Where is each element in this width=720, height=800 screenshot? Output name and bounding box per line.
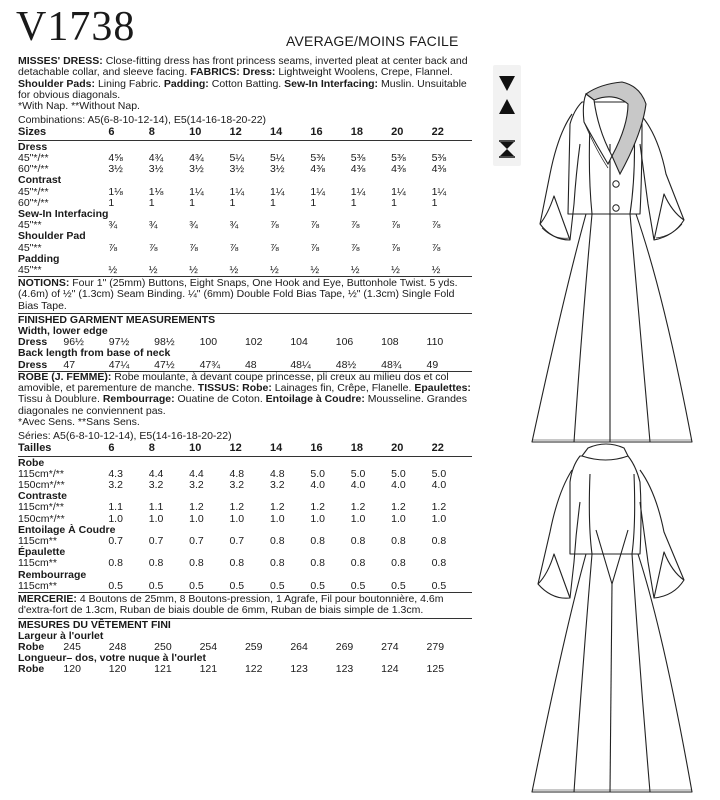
width-label: 45"** — [18, 263, 42, 276]
width-label: 45"*/** — [18, 151, 49, 164]
size-header: 12 — [230, 127, 270, 140]
yardage-cell: 4.8 — [269, 467, 285, 480]
yardage-cell: ¾ — [229, 219, 239, 232]
sewin-fabric-label: Sew-In Interfacing: — [284, 77, 379, 90]
yardage-table-fr — [18, 443, 472, 592]
fabric-group-title: Rembourrage — [18, 568, 87, 581]
yardage-row — [18, 536, 472, 547]
garment-label: Dress — [18, 358, 48, 371]
yardage-cell: ½ — [229, 263, 239, 276]
measure-cell: 121 — [154, 663, 172, 676]
width-label: 115cm** — [18, 557, 57, 570]
triangle-down-icon — [497, 73, 517, 93]
yardage-cell: 5.0 — [391, 467, 406, 480]
measure-cell: 49 — [426, 358, 439, 371]
measure-cell: 279 — [426, 640, 445, 653]
width-label: 45"** — [18, 219, 42, 232]
yardage-cell: 0.8 — [310, 557, 325, 570]
yardage-cell: 1.0 — [189, 512, 204, 525]
series-fr: Séries: A5(6-8-10-12-14), E5(14-16-18-20-22) — [18, 430, 232, 443]
measure-cell: 123 — [335, 663, 354, 676]
yardage-cell: 3.2 — [229, 478, 245, 491]
yardage-cell: ⅞ — [350, 219, 360, 232]
triangle-up-icon — [497, 97, 517, 117]
yardage-cell: 1.0 — [391, 512, 406, 525]
length-row — [18, 664, 472, 675]
finished-measurements-fr — [18, 631, 472, 676]
yardage-cell: 0.8 — [431, 534, 447, 547]
fabric-group-title: Contrast — [18, 174, 62, 187]
yardage-cell: 0.8 — [148, 557, 164, 570]
yardage-cell: 1.2 — [310, 501, 325, 514]
entoil-fabric-label: Entoilage à Coudre: — [265, 393, 365, 406]
shoulder-fabric: Lining Fabric. — [97, 77, 161, 90]
yardage-cell: 0.8 — [310, 534, 325, 547]
measure-cell: 97½ — [108, 336, 130, 349]
nap-note-en: *With Nap. **Without Nap. — [18, 100, 140, 113]
measure-cell: 48¾ — [381, 358, 402, 371]
yardage-cell: ½ — [350, 263, 360, 276]
yardage-cell: ⅞ — [431, 219, 441, 232]
yardage-cell: 1 — [108, 196, 115, 209]
yardage-row — [18, 558, 472, 569]
garment-label: Robe — [18, 640, 45, 653]
sewin-fabric: Muslin. Unsuitable for obvious diagonals. — [18, 77, 467, 101]
measure-cell: 121 — [199, 663, 218, 676]
notions-text: Four 1" (25mm) Buttons, Eight Snaps, One Hook and Eye, Buttonhole Twist. 5 yds. (4.6m) of ½" (1.3cm) Seam Binding. ¼" (6mm) Double Fold Bias Tape, ½" (1.3cm) Single Fold Bias Tape. — [18, 277, 458, 312]
yardage-cell: 0.8 — [189, 557, 204, 570]
yardage-cell: ⅞ — [269, 219, 279, 232]
yardage-cell: 0.5 — [189, 579, 204, 592]
fabric-group-title: Entoilage À Coudre — [18, 523, 116, 536]
dress-front-illustration — [524, 64, 700, 446]
yardage-cell: 1 — [391, 196, 398, 209]
length-row — [18, 360, 472, 371]
yardage-cell: 1.0 — [431, 512, 447, 525]
width-label: 45"** — [18, 241, 42, 254]
yardage-cell: 4.0 — [431, 478, 447, 491]
yardage-cell: ⅞ — [189, 241, 198, 254]
fabric-group-title: Dress — [18, 140, 48, 153]
desc-title-fr: ROBE (J. FEMME): — [18, 370, 112, 383]
dress-fabric: Lightweight Woolens, Crepe, Flannel. — [278, 66, 453, 79]
fabric-group-title: Shoulder Pad — [18, 230, 86, 243]
yardage-row — [18, 581, 472, 592]
size-header: 16 — [310, 443, 350, 456]
measure-cell: 110 — [426, 336, 444, 349]
size-header: 6 — [108, 127, 148, 140]
width-label: 60"*/** — [18, 196, 49, 209]
yardage-cell: 1.2 — [229, 501, 245, 514]
yardage-cell: 0.5 — [229, 579, 245, 592]
yardage-cell: 5⅜ — [350, 151, 366, 164]
yardage-cell: 4.0 — [350, 478, 366, 491]
yardage-cell: 1.1 — [108, 501, 123, 514]
yardage-cell: 1.0 — [269, 512, 285, 525]
epaul-fabric: Tissu à Doublure. — [18, 393, 100, 406]
measure-cell: 47 — [63, 358, 76, 371]
rembour-fabric-label: Rembourrage: — [102, 393, 175, 406]
yardage-cell: 5.0 — [350, 467, 366, 480]
measure-cell: 100 — [199, 336, 218, 349]
yardage-cell: 4.0 — [310, 478, 325, 491]
yardage-cell: 1⅛ — [108, 185, 123, 198]
yardage-cell: 1.0 — [350, 512, 366, 525]
yardage-cell: 1 — [310, 196, 317, 209]
size-header: 10 — [189, 443, 229, 456]
measure-cell: 248 — [108, 640, 127, 653]
desc-text-en: Close-fitting dress has front princess seams, inverted pleat at center back and detachable collar, and sleeve facing. — [18, 55, 468, 79]
yardage-cell: 0.5 — [148, 579, 164, 592]
yardage-cell: 3½ — [108, 163, 123, 176]
yardage-cell: 0.7 — [108, 534, 123, 547]
yardage-cell: 4⅝ — [108, 151, 123, 164]
yardage-cell: 0.8 — [431, 557, 447, 570]
yardage-cell: ⅞ — [350, 241, 360, 254]
fgm-title-en: FINISHED GARMENT MEASUREMENTS — [18, 314, 216, 327]
rembour-fabric: Ouatine de Coton. — [177, 393, 263, 406]
yardage-cell: 4⅜ — [310, 163, 325, 176]
width-label: 45"*/** — [18, 185, 49, 198]
yardage-cell: ½ — [148, 263, 158, 276]
yardage-cell: 1 — [269, 196, 276, 209]
measure-cell: 124 — [381, 663, 399, 676]
size-header: 18 — [351, 443, 391, 456]
measure-cell: 274 — [381, 640, 399, 653]
entoil-fabric: Mousseline. Grandes diagonales ne conviennent pas. — [18, 393, 467, 417]
measure-cell: 98½ — [154, 336, 175, 349]
yardage-cell: 0.5 — [269, 579, 285, 592]
measure-cell: 245 — [63, 640, 81, 653]
yardage-cell: 1.0 — [108, 512, 123, 525]
description-en — [18, 56, 472, 112]
yardage-cell: 0.7 — [229, 534, 245, 547]
yardage-cell: 4⅜ — [350, 163, 366, 176]
yardage-cell: 5.0 — [431, 467, 447, 480]
measure-cell: 254 — [199, 640, 218, 653]
yardage-cell: 5⅜ — [391, 151, 406, 164]
yardage-cell: 1 — [189, 196, 195, 209]
yardage-cell: 1.0 — [148, 512, 164, 525]
combinations-en: Combinations: A5(6-8-10-12-14), E5(14-16-18-20-22) — [18, 114, 267, 127]
yardage-cell: ¾ — [148, 219, 158, 232]
yardage-cell: 0.7 — [148, 534, 164, 547]
yardage-cell: ⅞ — [269, 241, 279, 254]
yardage-cell: 1¼ — [431, 185, 447, 198]
yardage-cell: 3.2 — [148, 478, 164, 491]
yardage-row — [18, 187, 472, 198]
sizes-header: Sizes — [18, 127, 108, 140]
yardage-cell: 1¼ — [310, 185, 325, 198]
width-label: 115cm** — [18, 579, 57, 592]
yardage-cell: 1.1 — [148, 501, 164, 514]
dress-back-illustration — [524, 434, 700, 796]
yardage-cell: 1¼ — [189, 185, 204, 198]
size-header: 22 — [432, 443, 472, 456]
measure-cell: 106 — [335, 336, 354, 349]
yardage-cell: 3.2 — [189, 478, 204, 491]
yardage-cell: 0.5 — [350, 579, 366, 592]
yardage-cell: 0.8 — [350, 534, 366, 547]
tissus-label: TISSUS: — [197, 382, 240, 395]
size-header: 14 — [270, 443, 310, 456]
size-header: 10 — [189, 127, 229, 140]
length-measure-title: Longueur– dos, votre nuque à l'ourlet — [18, 651, 207, 664]
yardage-cell: 1¼ — [269, 185, 285, 198]
fabric-group-title: Épaulette — [18, 546, 66, 559]
measure-cell: 48½ — [335, 358, 357, 371]
yardage-cell: 1¼ — [391, 185, 406, 198]
measure-cell: 102 — [244, 336, 263, 349]
width-label: 150cm*/** — [18, 478, 65, 491]
measure-cell: 259 — [244, 640, 263, 653]
yardage-cell: 4¾ — [148, 151, 164, 164]
yardage-cell: 1 — [350, 196, 357, 209]
size-header: 14 — [270, 127, 310, 140]
yardage-cell: 1.0 — [229, 512, 245, 525]
description-fr — [18, 372, 472, 428]
width-measure-title: Largeur à l'ourlet — [18, 629, 104, 642]
yardage-cell: 1.2 — [350, 501, 366, 514]
yardage-row — [18, 220, 472, 231]
yardage-cell: 5¼ — [269, 151, 285, 164]
measure-cell: 104 — [290, 336, 308, 349]
measure-cell: 125 — [426, 663, 445, 676]
size-header: 20 — [391, 127, 431, 140]
yardage-cell: 4.8 — [229, 467, 245, 480]
yardage-cell: ⅞ — [391, 241, 400, 254]
yardage-cell: 4¾ — [189, 151, 204, 164]
yardage-cell: ⅞ — [108, 241, 118, 254]
measure-cell: 269 — [335, 640, 354, 653]
measure-cell: 120 — [63, 663, 81, 676]
pattern-info-column — [18, 56, 472, 675]
yardage-cell: ⅞ — [148, 241, 158, 254]
yardage-cell: 3½ — [189, 163, 204, 176]
yardage-cell: 1.0 — [310, 512, 325, 525]
size-header: 18 — [351, 127, 391, 140]
measure-cell: 120 — [108, 663, 127, 676]
yardage-cell: 3½ — [229, 163, 245, 176]
measure-cell: 122 — [244, 663, 263, 676]
yardage-cell: 0.5 — [108, 579, 123, 592]
pattern-number: V1738 — [16, 4, 136, 50]
measure-cell: 47¼ — [108, 358, 130, 371]
width-measure-title: Width, lower edge — [18, 325, 108, 338]
epaul-fabric-label: Epaulettes: — [414, 382, 471, 395]
yardage-cell: 3.2 — [108, 478, 123, 491]
fabric-group-title: Padding — [18, 252, 60, 265]
size-header: 12 — [230, 443, 270, 456]
yardage-cell: 0.5 — [391, 579, 406, 592]
pattern-symbols — [493, 65, 521, 166]
yardage-cell: 0.8 — [391, 534, 406, 547]
yardage-cell: ⅞ — [310, 219, 320, 232]
yardage-cell: 1⅛ — [148, 185, 164, 198]
yardage-cell: 4⅜ — [391, 163, 406, 176]
yardage-cell: 0.8 — [391, 557, 406, 570]
padding-fabric-label: Padding: — [163, 77, 209, 90]
size-header: 6 — [108, 443, 148, 456]
difficulty-label: AVERAGE/MOINS FACILE — [286, 33, 459, 49]
fabric-group-title: Robe — [18, 456, 45, 469]
yardage-cell: 1 — [431, 196, 438, 209]
yardage-cell: 0.8 — [350, 557, 366, 570]
measure-cell: 264 — [290, 640, 308, 653]
dress-fabric-label: Dress: — [242, 66, 276, 79]
length-measure-title: Back length from base of neck — [18, 347, 171, 360]
yardage-table-en — [18, 127, 472, 276]
yardage-row — [18, 265, 472, 276]
yardage-cell: 1 — [229, 196, 236, 209]
yardage-cell: 5¼ — [229, 151, 245, 164]
yardage-cell: 0.5 — [310, 579, 325, 592]
notions-en — [18, 276, 472, 314]
hourglass-icon — [497, 139, 517, 159]
yardage-cell: 1.2 — [391, 501, 406, 514]
measure-cell: 48¼ — [290, 358, 311, 371]
nap-note-fr: *Avec Sens. **Sans Sens. — [18, 416, 140, 429]
padding-fabric: Cotton Batting. — [211, 77, 282, 90]
yardage-cell: ½ — [391, 263, 400, 276]
width-label: 115cm*/** — [18, 467, 64, 480]
mercerie-label: MERCERIE: — [18, 592, 77, 605]
yardage-cell: ½ — [269, 263, 279, 276]
desc-text-fr: Robe moulante, à devant coupe princesse, pli creux au milieu dos et col amovible, et parementure de manche. — [18, 370, 449, 395]
width-label: 115cm*/** — [18, 501, 64, 514]
yardage-cell: ½ — [310, 263, 320, 276]
measure-cell: 96½ — [63, 336, 84, 349]
mercerie-text: 4 Boutons de 25mm, 8 Boutons-pression, 1 Agrafe, Fil pour boutonnière, 4.6m d'extra-fort de 1.3cm, Ruban de biais double de 6mm, Ruban de biais simple de 1.3cm. — [18, 592, 444, 617]
garment-label: Dress — [18, 336, 48, 349]
yardage-cell: 3.2 — [269, 478, 285, 491]
yardage-cell: 5⅜ — [310, 151, 325, 164]
yardage-cell: ¾ — [189, 219, 198, 232]
yardage-cell: ⅞ — [431, 241, 441, 254]
yardage-cell: 1¼ — [350, 185, 366, 198]
yardage-cell: 4.3 — [108, 467, 123, 480]
yardage-cell: 1¼ — [229, 185, 245, 198]
yardage-cell: ⅞ — [310, 241, 320, 254]
yardage-cell: 4⅜ — [431, 163, 447, 176]
measure-cell: 47½ — [154, 358, 175, 371]
yardage-row — [18, 164, 472, 175]
yardage-row — [18, 480, 472, 491]
yardage-cell: 5.0 — [310, 467, 325, 480]
yardage-cell: 4.4 — [148, 467, 164, 480]
yardage-cell: 3½ — [148, 163, 164, 176]
yardage-cell: 3½ — [269, 163, 285, 176]
yardage-cell: 4.4 — [189, 467, 204, 480]
measure-cell: 47¾ — [199, 358, 220, 371]
yardage-cell: ⅞ — [229, 241, 239, 254]
size-header: 16 — [310, 127, 350, 140]
sizes-header: Tailles — [18, 443, 108, 456]
mercerie-fr — [18, 592, 472, 619]
notions-label: NOTIONS: — [18, 277, 70, 290]
yardage-row — [18, 502, 472, 513]
yardage-cell: 5⅜ — [431, 151, 447, 164]
yardage-cell: 4.0 — [391, 478, 406, 491]
yardage-cell: ½ — [189, 263, 198, 276]
yardage-cell: ½ — [431, 263, 441, 276]
yardage-cell: 0.8 — [269, 534, 285, 547]
yardage-cell: 0.8 — [229, 557, 245, 570]
yardage-cell: 1.2 — [269, 501, 285, 514]
finished-measurements-en — [18, 326, 472, 371]
yardage-cell: 0.8 — [108, 557, 123, 570]
measure-cell: 123 — [290, 663, 308, 676]
yardage-row — [18, 243, 472, 254]
yardage-cell: 0.8 — [269, 557, 285, 570]
yardage-cell: 1.2 — [431, 501, 447, 514]
yardage-cell: 0.5 — [431, 579, 447, 592]
size-header: 8 — [149, 443, 189, 456]
robe-fabric: Lainages fin, Crêpe, Flanelle. — [274, 382, 412, 395]
width-label: 115cm** — [18, 534, 57, 547]
yardage-cell: ⅞ — [391, 219, 400, 232]
width-label: 60"*/** — [18, 163, 49, 176]
measure-cell: 250 — [154, 640, 172, 653]
size-header: 20 — [391, 443, 431, 456]
garment-label: Robe — [18, 663, 45, 676]
yardage-cell: ½ — [108, 263, 118, 276]
yardage-cell: ¾ — [108, 219, 118, 232]
width-label: 150cm*/** — [18, 512, 65, 525]
robe-fabric-label: Robe: — [242, 382, 272, 395]
fgm-title-fr: MESURES DU VÊTEMENT FINI — [18, 618, 171, 631]
yardage-cell: 1.2 — [189, 501, 204, 514]
yardage-cell: 1 — [148, 196, 155, 209]
desc-title-en: MISSES' DRESS: — [18, 55, 103, 67]
shoulder-fabric-label: Shoulder Pads: — [18, 77, 96, 90]
size-header: 8 — [149, 127, 189, 140]
size-header: 22 — [432, 127, 472, 140]
measure-cell: 48 — [244, 358, 257, 371]
yardage-cell: 0.7 — [189, 534, 204, 547]
fabric-group-title: Contraste — [18, 490, 68, 503]
measure-cell: 108 — [381, 336, 399, 349]
fabrics-label: FABRICS: — [190, 66, 240, 79]
fabric-group-title: Sew-In Interfacing — [18, 207, 109, 220]
